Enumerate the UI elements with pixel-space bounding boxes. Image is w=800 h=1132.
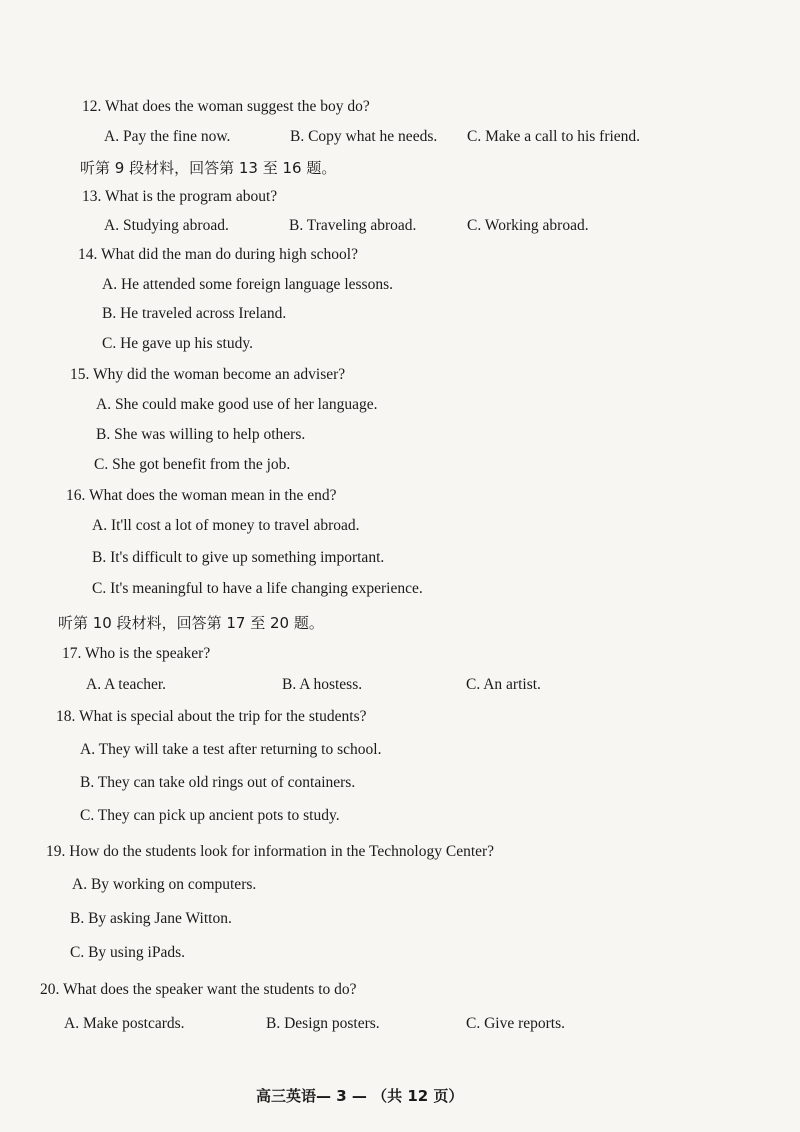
options-17: [0, 676, 800, 696]
question-13: 13. What is the program about?: [82, 188, 278, 205]
option-b: B. They can take old rings out of containers.: [80, 774, 356, 791]
option-c: C. They can pick up ancient pots to study.: [80, 807, 340, 824]
question-19: 19. How do the students look for information in the Technology Center?: [46, 843, 495, 860]
option-a: A. It'll cost a lot of money to travel abroad.: [92, 517, 360, 534]
options-13: [0, 217, 800, 237]
question-20: 20. What does the speaker want the students to do?: [40, 981, 357, 998]
question-12: 12. What does the woman suggest the boy do?: [82, 98, 370, 115]
option-b: B. Copy what he needs.: [290, 128, 438, 145]
option-c: C. It's meaningful to have a life changing experience.: [92, 580, 423, 597]
option-b: B. She was willing to help others.: [96, 426, 306, 443]
option-c: C. He gave up his study.: [102, 335, 253, 352]
option-a: A. They will take a test after returning to school.: [80, 741, 382, 758]
section-9-instruction: 听第 9 段材料，回答第 13 至 16 题。: [80, 159, 337, 177]
option-a: A. Studying abroad.: [104, 217, 229, 234]
option-c: C. She got benefit from the job.: [94, 456, 291, 473]
option-b: B. He traveled across Ireland.: [102, 305, 287, 322]
option-b: B. It's difficult to give up something important.: [92, 549, 385, 566]
page-footer: 高三英语— 3 — （共 12 页）: [256, 1087, 464, 1105]
question-14: 14. What did the man do during high school?: [78, 246, 358, 263]
option-c: C. An artist.: [466, 676, 541, 693]
question-18: 18. What is special about the trip for the students?: [56, 708, 367, 725]
options-12: [0, 128, 800, 148]
option-b: B. A hostess.: [282, 676, 363, 693]
option-a: A. She could make good use of her language.: [96, 396, 378, 413]
option-a: A. Make postcards.: [64, 1015, 185, 1032]
option-b: B. By asking Jane Witton.: [70, 910, 232, 927]
section-10-instruction: 听第 10 段材料，回答第 17 至 20 题。: [58, 614, 324, 632]
option-c: C. Make a call to his friend.: [467, 128, 641, 145]
option-c: C. By using iPads.: [70, 944, 185, 961]
option-a: A. He attended some foreign language lessons.: [102, 276, 393, 293]
option-c: C. Working abroad.: [467, 217, 589, 234]
question-17: 17. Who is the speaker?: [62, 645, 211, 662]
option-c: C. Give reports.: [466, 1015, 566, 1032]
question-16: 16. What does the woman mean in the end?: [66, 487, 337, 504]
option-b: B. Design posters.: [266, 1015, 380, 1032]
option-a: A. Pay the fine now.: [104, 128, 231, 145]
question-15: 15. Why did the woman become an adviser?: [70, 366, 346, 383]
option-a: A. By working on computers.: [72, 876, 257, 893]
option-b: B. Traveling abroad.: [289, 217, 417, 234]
option-a: A. A teacher.: [86, 676, 167, 693]
options-20: [0, 1015, 800, 1035]
